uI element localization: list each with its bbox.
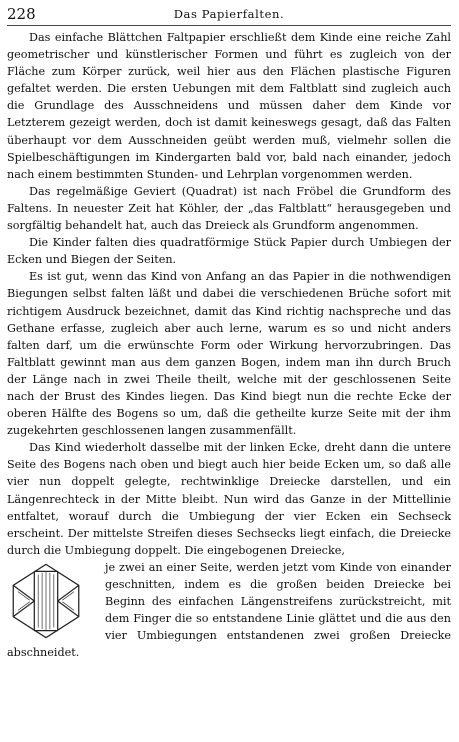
paragraph-2: Das regelmäßige Geviert (Quadrat) ist nach Fröbel die Grundform des Faltens. In neuester Zeit hat Köhler, der „das Faltblatt“ herausgegeben und sorgfältig behandelt hat, auch das Dreieck als Grundform angenommen. xyxy=(7,184,451,233)
figure-wrap xyxy=(7,559,451,662)
paragraph-4: Es ist gut, wenn das Kind von Anfang an das Papier in die nothwendigen Biegungen selbst falten läßt und dabei die verschiedenen Brüche sofort mit richtigem Ausdruck bezeichnet, damit das Kind richtig nachspreche und das Gethane erfasse, zugleich aber auch lerne, warum es so und nicht anders falten darf, um die erwünschte Form oder Wirkung hervorzubringen. Das Faltblatt gewinnt man aus dem ganzen Bogen, indem man ihn durch Bruch der Länge nach in zwei Theile theilt, welche mit der geschlossenen Seite nach der Brust des Kindes liegen. Das Kind biegt nun die rechte Ecke der oberen Hälfte des Bogens so um, daß die getheilte kurze Seite mit der ihm zugekehrten geschlossenen langen zusammenfällt. xyxy=(7,270,451,438)
folded-hexagon-figure xyxy=(7,562,97,640)
paragraph-1: Das einfache Blättchen Faltpapier erschließt dem Kinde eine reiche Zahl geometrischer und künstlerischer Formen und führt es zugleich von der Fläche zum Körper zurück, weil hier aus den Flächen plastische Figuren gefaltet werden. Die ersten Uebungen mit dem Faltblatt sind zugleich auch die Grundlage des Ausschneidens und müssen daher dem Kinde vor Letzterem gezeigt werden, doch ist damit keineswegs gesagt, daß das Falten überhaupt vor dem Ausschneiden geübt werden muß, vielmehr sollen die Spielbeschäftigungen im Kindergarten bald vor, bald nach einander, jedoch nach einem bestimmten Stunden- und Lehrplan vorgenommen werden. xyxy=(7,31,451,181)
paragraph-5: Das Kind wiederholt dasselbe mit der linken Ecke, dreht dann die untere Seite des Bogens nach oben und biegt auch hier beide Ecken um, so daß alle vier nun doppelt gelegte, rechtwinklige Dreiecke darstellen, und ein Längenrechteck in der Mitte bleibt. Nun wird das Ganze in der Mittellinie entfaltet, worauf durch die Umbiegung der vier Ecken ein Sechseck erscheint. Der mittelste Streifen dieses Sechsecks liegt einfach, die Dreiecke durch die Umbiegung doppelt. Die eingebogenen Dreiecke, xyxy=(7,441,451,557)
paragraph-3: Die Kinder falten dies quadratförmige Stück Papier durch Umbiegen der Ecken und Biegen der Seiten. xyxy=(7,236,451,267)
page-header xyxy=(7,5,451,25)
running-title: Das Papierfalten. xyxy=(173,7,285,21)
header-rule xyxy=(7,25,451,26)
paragraph-6: je zwei an einer Seite, werden jetzt vom Kinde von einander geschnitten, indem es die großen beiden Dreiecke bei Beginn des einfachen Längenstreifens zurückstreicht, mit dem Finger die so entstandene Linie glättet und die aus den vier Umbiegungen entstandenen zwei großen Dreiecke abschneidet. xyxy=(7,560,451,660)
hexagon-fold-diagram xyxy=(7,562,85,640)
page-number: 228 xyxy=(7,5,36,23)
body-text xyxy=(7,29,451,661)
